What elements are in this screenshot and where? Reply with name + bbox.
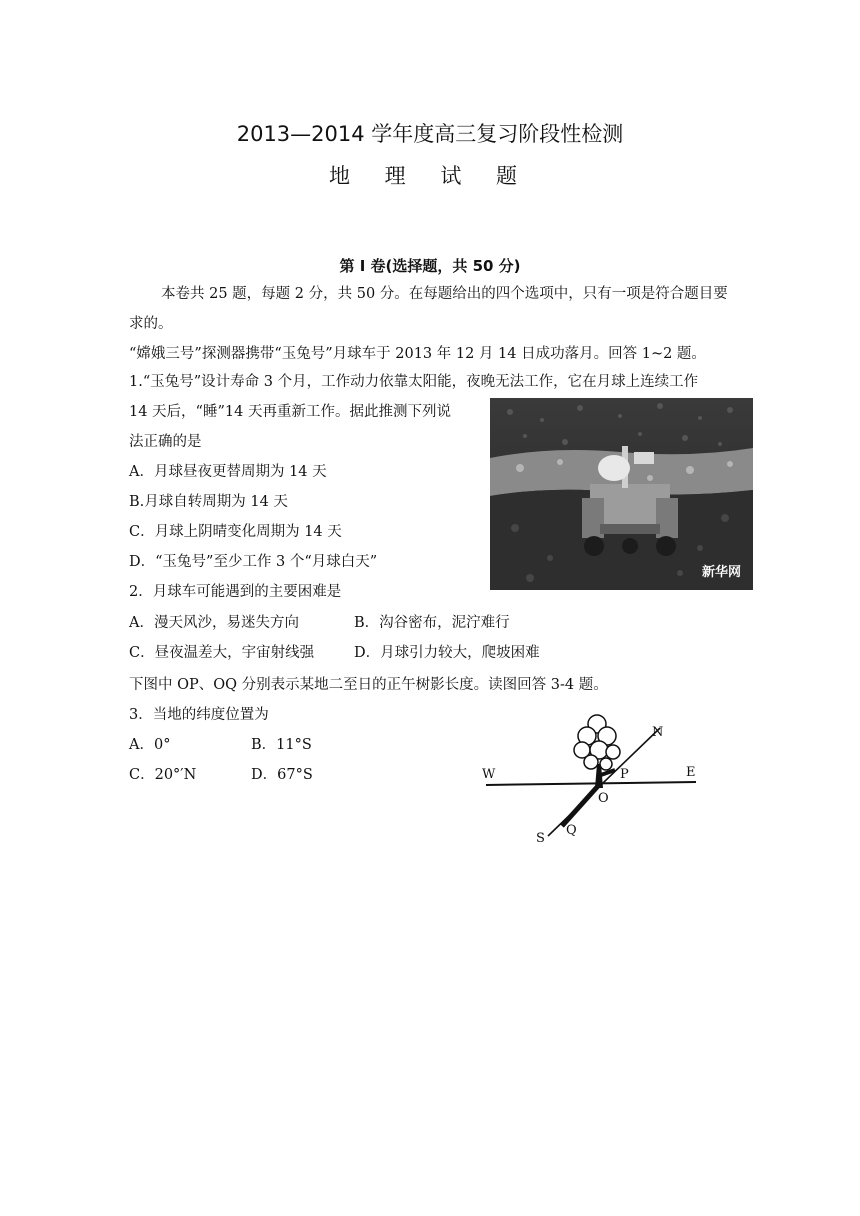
q2-option-d: D．月球引力较大，爬坡困难 [354, 645, 540, 661]
tree-shadow-diagram [478, 706, 708, 856]
q3-option-b: B．11°S [251, 737, 312, 753]
instructions-line-1: 本卷共 25 题，每题 2 分，共 50 分。在每题给出的四个选项中，只有一项是符合题目要 [161, 286, 728, 302]
instructions-line-2: 求的。 [129, 316, 173, 332]
q1-stem-line-1: 1.“玉兔号”设计寿命 3 个月，工作动力依靠太阳能，夜晚无法工作，它在月球上连续工作 [129, 374, 699, 390]
intro-questions-1-2: “嫦娥三号”探测器携带“玉兔号”月球车于 2013 年 12 月 14 日成功落月。回答 1~2 题。 [129, 346, 706, 362]
q2-option-b: B．沟谷密布，泥泞难行 [354, 615, 510, 631]
q1-option-a: A．月球昼夜更替周期为 14 天 [129, 464, 327, 480]
shadow-oq [562, 786, 598, 826]
q3-option-c: C．20°′N [129, 767, 197, 783]
label-s: S [536, 831, 545, 846]
label-n: N [652, 725, 664, 740]
q2-option-c: C．昼夜温差大，宇宙射线强 [129, 645, 315, 661]
q3-stem: 3．当地的纬度位置为 [129, 707, 269, 723]
west-east-line [486, 782, 696, 785]
q3-option-d: D．67°S [251, 767, 313, 783]
q1-option-c: C．月球上阴晴变化周期为 14 天 [129, 524, 342, 540]
q3-option-a: A．0° [129, 737, 171, 753]
q1-stem-line-2: 14 天后，“睡”14 天再重新工作。据此推测下列说 [129, 404, 451, 420]
label-e: E [686, 765, 696, 780]
label-p: P [620, 767, 629, 782]
q2-option-a: A．漫天风沙，易迷失方向 [129, 615, 299, 631]
lunar-rover-photo [490, 398, 753, 590]
section-heading: 第 I 卷(选择题，共 50 分) [339, 257, 521, 275]
photo-watermark: 新华网 [702, 565, 742, 580]
q1-stem-line-3: 法正确的是 [129, 434, 202, 450]
tree-icon [574, 715, 620, 788]
intro-questions-3-4: 下图中 OP、OQ 分别表示某地二至日的正午树影长度。读图回答 3-4 题。 [129, 677, 608, 693]
page-title: 2013—2014 学年度高三复习阶段性检测 [236, 122, 624, 146]
q1-option-d: D．“玉兔号”至少工作 3 个“月球白天” [129, 554, 378, 570]
label-q: Q [566, 823, 577, 838]
q1-option-b: B.月球自转周期为 14 天 [129, 494, 288, 510]
page-subtitle: 地 理 试 题 [328, 164, 532, 188]
label-o: O [598, 791, 609, 806]
label-w: W [482, 767, 496, 782]
q2-stem: 2．月球车可能遇到的主要困难是 [129, 584, 342, 600]
